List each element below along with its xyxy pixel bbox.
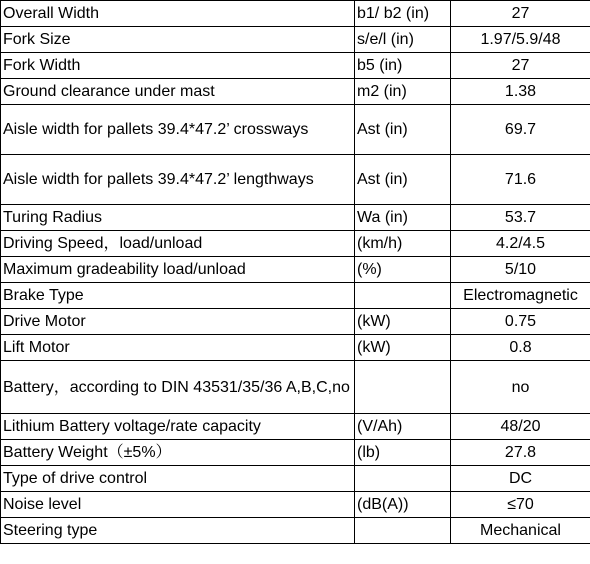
table-row bbox=[1, 257, 590, 283]
value-cell: 4.2/4.5 bbox=[451, 231, 590, 257]
value-cell: 5/10 bbox=[451, 257, 590, 283]
value-cell: 48/20 bbox=[451, 414, 590, 440]
parameter-cell: Type of drive control bbox=[1, 466, 355, 492]
value-cell: 69.7 bbox=[451, 105, 590, 155]
parameter-cell: Aisle width for pallets 39.4*47.2’ crossways bbox=[1, 105, 355, 155]
unit-cell: (lb) bbox=[355, 440, 451, 466]
table-row bbox=[1, 27, 590, 53]
table-row bbox=[1, 309, 590, 335]
parameter-cell: Lift Motor bbox=[1, 335, 355, 361]
value-cell: 1.38 bbox=[451, 79, 590, 105]
value-cell: 27 bbox=[451, 1, 590, 27]
parameter-cell: Lithium Battery voltage/rate capacity bbox=[1, 414, 355, 440]
table-row bbox=[1, 440, 590, 466]
parameter-cell: Fork Width bbox=[1, 53, 355, 79]
unit-cell: Ast (in) bbox=[355, 155, 451, 205]
table-row bbox=[1, 53, 590, 79]
value-cell: ≤70 bbox=[451, 492, 590, 518]
value-cell: 27 bbox=[451, 53, 590, 79]
table-row bbox=[1, 155, 590, 205]
value-cell: 1.97/5.9/48 bbox=[451, 27, 590, 53]
unit-cell bbox=[355, 518, 451, 544]
unit-cell: b5 (in) bbox=[355, 53, 451, 79]
unit-cell: s/e/l (in) bbox=[355, 27, 451, 53]
table-row bbox=[1, 283, 590, 309]
table-row bbox=[1, 335, 590, 361]
parameter-cell: Battery，according to DIN 43531/35/36 A,B,C,no bbox=[1, 361, 355, 414]
value-cell: no bbox=[451, 361, 590, 414]
parameter-cell: Drive Motor bbox=[1, 309, 355, 335]
value-cell: 27.8 bbox=[451, 440, 590, 466]
value-cell: 0.8 bbox=[451, 335, 590, 361]
unit-cell: Ast (in) bbox=[355, 105, 451, 155]
unit-cell bbox=[355, 361, 451, 414]
unit-cell: (km/h) bbox=[355, 231, 451, 257]
unit-cell: (kW) bbox=[355, 309, 451, 335]
unit-cell: m2 (in) bbox=[355, 79, 451, 105]
parameter-cell: Maximum gradeability load/unload bbox=[1, 257, 355, 283]
parameter-cell: Driving Speed，load/unload bbox=[1, 231, 355, 257]
parameter-cell: Noise level bbox=[1, 492, 355, 518]
unit-cell: (dB(A)) bbox=[355, 492, 451, 518]
value-cell: DC bbox=[451, 466, 590, 492]
value-cell: 0.75 bbox=[451, 309, 590, 335]
table-row bbox=[1, 466, 590, 492]
parameter-cell: Fork Size bbox=[1, 27, 355, 53]
value-cell: 53.7 bbox=[451, 205, 590, 231]
parameter-cell: Overall Width bbox=[1, 1, 355, 27]
parameter-cell: Aisle width for pallets 39.4*47.2’ lengthways bbox=[1, 155, 355, 205]
value-cell: Electromagnetic bbox=[451, 283, 590, 309]
parameter-cell: Brake Type bbox=[1, 283, 355, 309]
unit-cell bbox=[355, 283, 451, 309]
table-row bbox=[1, 492, 590, 518]
parameter-cell: Turing Radius bbox=[1, 205, 355, 231]
table-row bbox=[1, 79, 590, 105]
table-row bbox=[1, 414, 590, 440]
parameter-cell: Battery Weight（±5%） bbox=[1, 440, 355, 466]
unit-cell: (kW) bbox=[355, 335, 451, 361]
unit-cell: (%) bbox=[355, 257, 451, 283]
unit-cell: (V/Ah) bbox=[355, 414, 451, 440]
table-row bbox=[1, 231, 590, 257]
table-row bbox=[1, 518, 590, 544]
value-cell: 71.6 bbox=[451, 155, 590, 205]
unit-cell: Wa (in) bbox=[355, 205, 451, 231]
unit-cell: b1/ b2 (in) bbox=[355, 1, 451, 27]
parameter-cell: Ground clearance under mast bbox=[1, 79, 355, 105]
table-row bbox=[1, 105, 590, 155]
parameter-cell: Steering type bbox=[1, 518, 355, 544]
table-row bbox=[1, 1, 590, 27]
table-row bbox=[1, 205, 590, 231]
value-cell: Mechanical bbox=[451, 518, 590, 544]
table-row bbox=[1, 361, 590, 414]
unit-cell bbox=[355, 466, 451, 492]
